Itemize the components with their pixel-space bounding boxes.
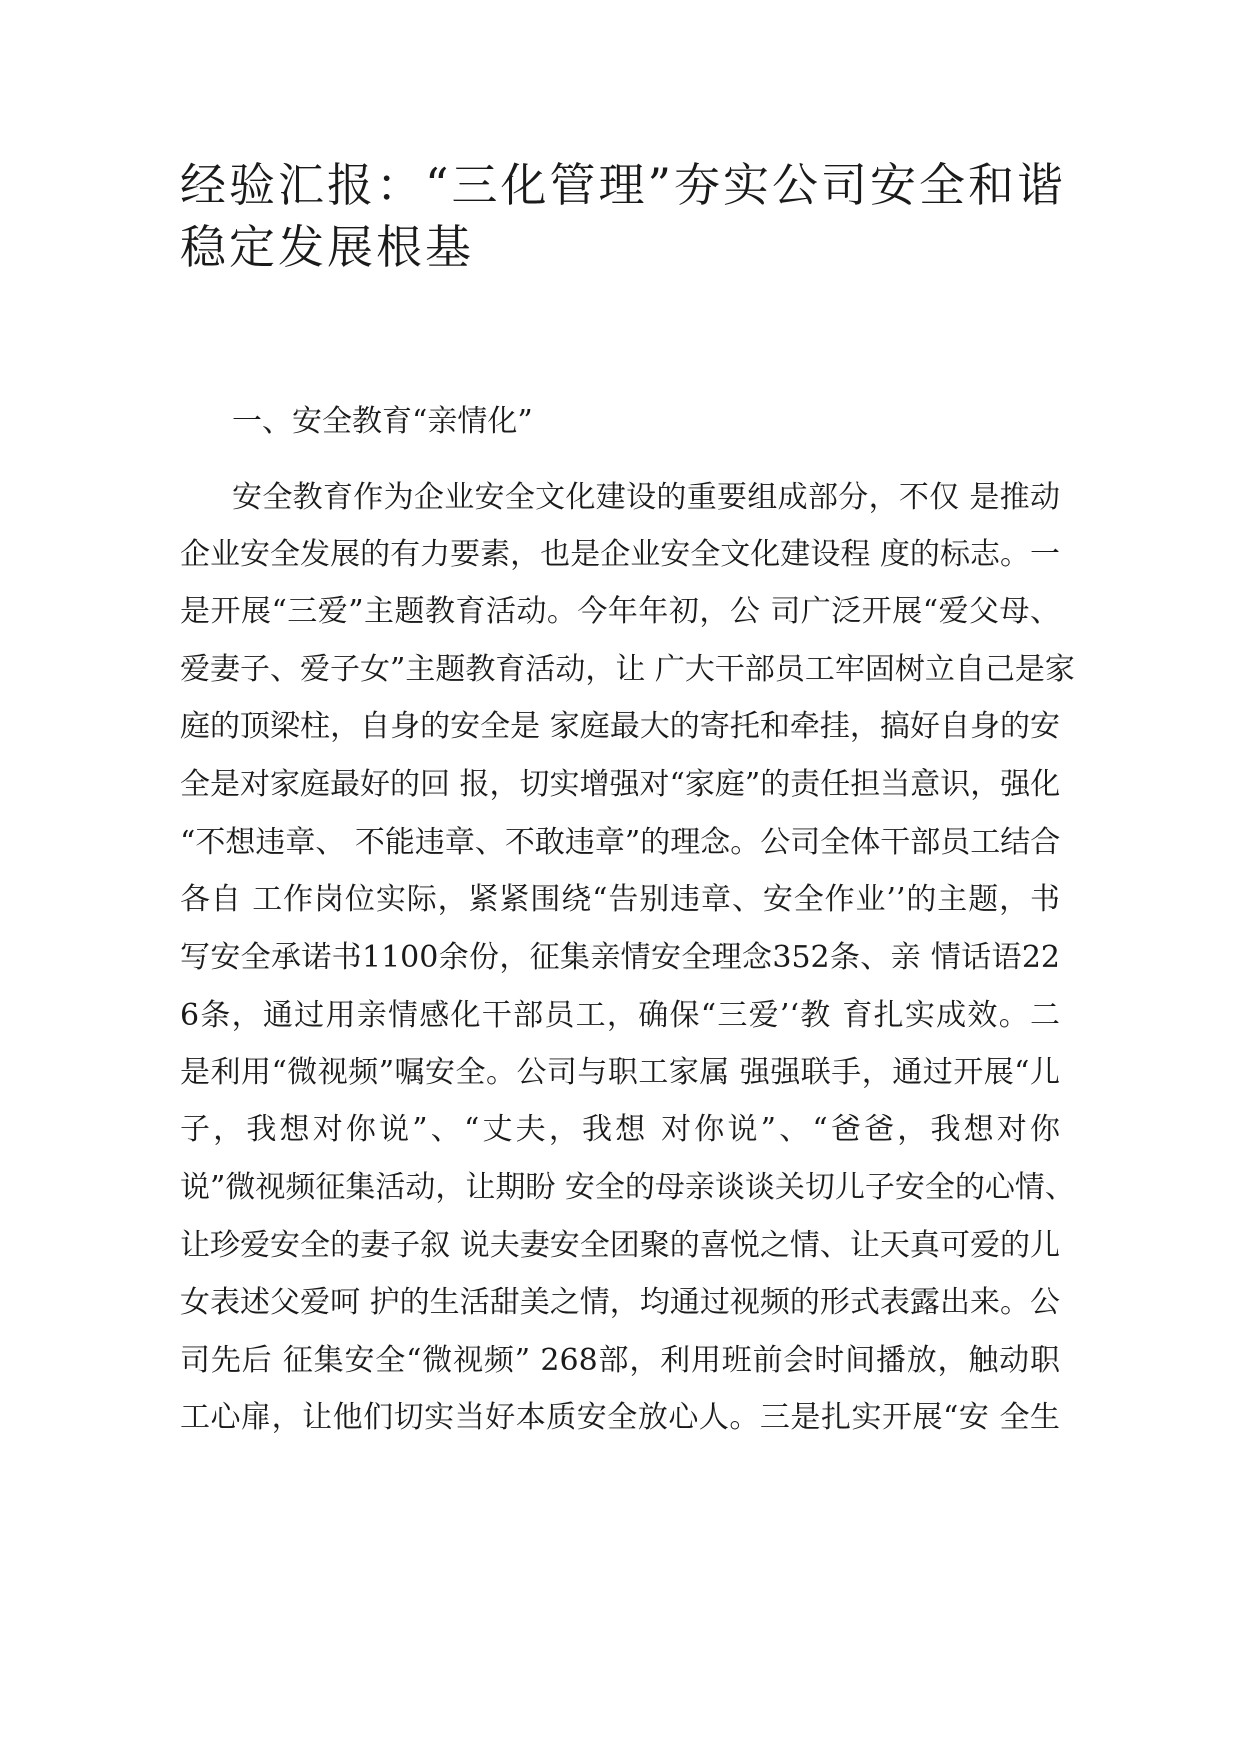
body-line-11: 是利用“微视频”嘱安全。公司与职工家属 强强联手，通过开展“儿 bbox=[180, 1055, 1060, 1090]
document-title-line-1: 经验汇报：“三化管理”夯实公司安全和谐 bbox=[180, 158, 1067, 212]
body-line-1: 安全教育作为企业安全文化建设的重要组成部分，不仅 是推动 bbox=[232, 480, 1060, 515]
body-line-16: 司先后 征集安全“微视频” 268部，利用班前会时间播放，触动职 bbox=[180, 1343, 1060, 1378]
body-line-10: 6条，通过用亲情感化干部员工，确保“三爱’‘教 育扎实成效。二 bbox=[180, 998, 1060, 1033]
body-line-7: “不想违章、 不能违章、不敢违章”的理念。公司全体干部员工结合 bbox=[180, 825, 1061, 860]
body-line-8: 各自 工作岗位实际，紧紧围绕“告别违章、安全作业’’的主题，书 bbox=[180, 882, 1060, 917]
body-line-14: 让珍爱安全的妻子叙 说夫妻安全团聚的喜悦之情、让天真可爱的儿 bbox=[180, 1228, 1060, 1263]
document-title-line-2: 稳定发展根基 bbox=[180, 220, 474, 274]
body-line-13: 说”微视频征集活动，让期盼 安全的母亲谈谈关切儿子安全的心情、 bbox=[180, 1170, 1075, 1205]
body-line-3: 是开展“三爱”主题教育活动。今年年初，公 司广泛开展“爱父母、 bbox=[180, 594, 1060, 629]
body-line-15: 女表述父爱呵 护的生活甜美之情，均通过视频的形式表露出来。公 bbox=[180, 1285, 1060, 1320]
body-line-2: 企业安全发展的有力要素，也是企业安全文化建设程 度的标志。一 bbox=[180, 537, 1060, 572]
body-line-5: 庭的顶梁柱，自身的安全是 家庭最大的寄托和牵挂，搞好自身的安 bbox=[180, 709, 1060, 744]
body-line-9: 写安全承诺书1100余份，征集亲情安全理念352条、亲 情话语22 bbox=[180, 940, 1060, 975]
body-line-12: 子，我想对你说”、“丈夫，我想 对你说”、“爸爸，我想对你 bbox=[180, 1112, 1060, 1147]
body-line-4: 爱妻子、爱子女”主题教育活动，让 广大干部员工牢固树立自己是家 bbox=[180, 652, 1075, 687]
body-line-6: 全是对家庭最好的回 报，切实增强对“家庭”的责任担当意识，强化 bbox=[180, 767, 1061, 802]
section-heading: 一、安全教育“亲情化” bbox=[232, 404, 533, 439]
body-line-17: 工心扉，让他们切实当好本质安全放心人。三是扎实开展“安 全生 bbox=[180, 1400, 1060, 1435]
